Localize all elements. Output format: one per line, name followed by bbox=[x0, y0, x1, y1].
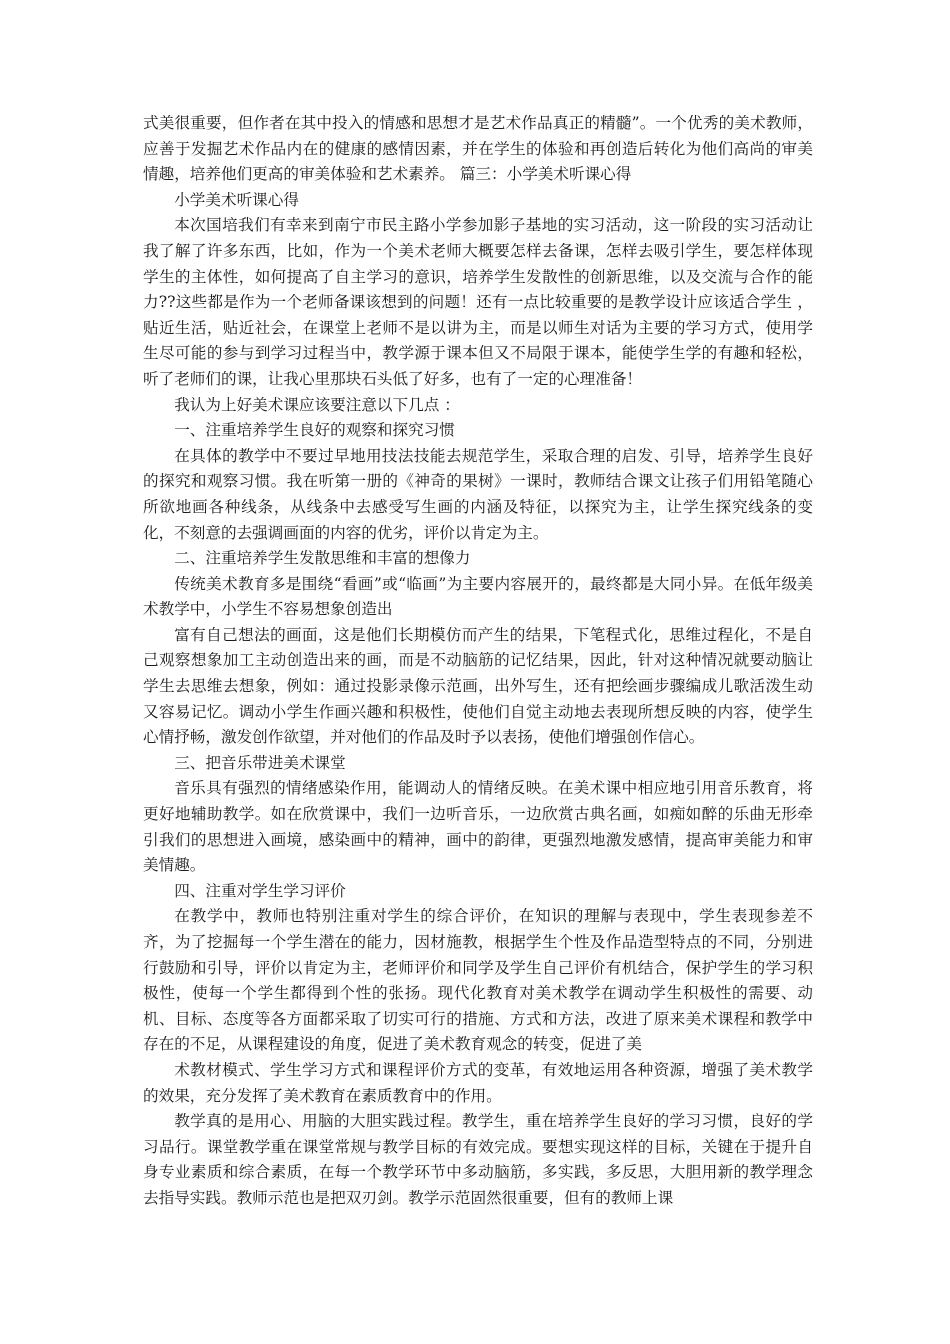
paragraph: 在具体的教学中不要过早地用技法技能去规范学生，采取合理的启发、引导，培养学生良好的探究和观察习惯。我在听第一册的《神奇的果树》一课时，教师结合课文让孩子们用铅笔随心所欲地画各种线条，从线条中去感受写生画的内涵及特征，以探究为主，让学生探究线条的变化，不刻意的去强调画面的内容的优劣，评价以肯定为主。 bbox=[143, 446, 813, 542]
section-heading: 二、注重培养学生发散思维和丰富的想像力 bbox=[174, 549, 471, 568]
paragraph: 在教学中，教师也特别注重对学生的综合评价，在知识的理解与表现中，学生表现参差不齐，为了挖掘每一个学生潜在的能力，因材施教，根据学生个性及作品造型特点的不同，分别进行鼓励和引导，评价以肯定为主，老师评价和同学及学生自己评价有机结合，保护学生的学习积极性，使每一个学生都得到个性的张扬。现代化教育对美术教学在调动学生积极性的需要、动机、目标、态度等各方面都采取了切实可行的措施、方式和方法，改进了原来美术课程和教学中存在的不足，从课程建设的角度，促进了美术教育观念的转变，促进了美 bbox=[143, 907, 813, 1054]
document-body bbox=[143, 111, 813, 1212]
paragraph: 术教材模式、学生学习方式和课程评价方式的变革，有效地运用各种资源，增强了美术教学的效果，充分发挥了美术教育在素质教育中的作用。 bbox=[143, 1060, 813, 1105]
paragraph: 教学真的是用心、用脑的大胆实践过程。教学生，重在培养学生良好的学习习惯，良好的学习品行。课堂教学重在课堂常规与教学目标的有效完成。要想实现这样的目标，关键在于提升自身专业素质和综合素质，在每一个教学环节中多动脑筋，多实践，多反思，大胆用新的教学理念去指导实践。教师示范也是把双刃剑。教学示范固然很重要，但有的教师上课 bbox=[143, 1112, 813, 1207]
paragraph: 富有自己想法的画面，这是他们长期模仿而产生的结果，下笔程式化，思维过程化，不是自己观察想象加工主动创造出来的画，而是不动脑筋的记忆结果，因此，针对这种情况就要动脑让学生去思维去想象，例如：通过投影录像示范画，出外写生，还有把绘画步骤编成儿歌活泼生动又容易记忆。调动小学生作画兴趣和积极性，使他们自觉主动地去表现所想反映的内容，使学生心情抒畅，激发创作欲望，并对他们的作品及时予以表扬，使他们增强创作信心。 bbox=[143, 625, 813, 747]
paragraph: 本次国培我们有幸来到南宁市民主路小学参加影子基地的实习活动，这一阶段的实习活动让我了解了许多东西，比如，作为一个美术老师大概要怎样去备课，怎样去吸引学生，要怎样体现学生的主体性，如何提高了自主学习的意识，培养学生发散性的创新思维，以及交流与合作的能力??这些都是作为一个老师备课该想到的问题！还有一点比较重要的是教学设计应该适合学生 ，贴近生活，贴近社会，在课堂上老师不是以讲为主，而是以师生对话为主要的学习方式，使用学生尽可能的参与到学习过程当中，教学源于课本但又不局限于课本，能使学生学的有趣和轻松，听了老师们的课，让我心里那块石头低了好多，也有了一定的心理准备！ bbox=[143, 216, 813, 388]
section-heading: 一、注重培养学生良好的观察和探究习惯 bbox=[174, 421, 455, 440]
section-heading: 三、把音乐带进美术课堂 bbox=[174, 753, 346, 772]
paragraph: 音乐具有强烈的情绪感染作用，能调动人的情绪反映。在美术课中相应地引用音乐教育，将更好地辅助教学。如在欣赏课中，我们一边听音乐，一边欣赏古典名画，如痴如醉的乐曲无形牵引我们的思想进入画境，感染画中的精神，画中的韵律，更强烈地激发感情，提高审美能力和审美情趣。 bbox=[143, 779, 813, 875]
section-heading: 四、注重对学生学习评价 bbox=[174, 881, 346, 900]
paragraph: 式美很重要，但作者在其中投入的情感和思想才是艺术作品真正的精髓”。一个优秀的美术教师，应善于发掘艺术作品内在的健康的感情因素，并在学生的体验和再创造后转化为他们高尚的审美情趣，培养他们更高的审美体验和艺术素养。 篇三：小学美术听课心得 bbox=[143, 114, 813, 184]
paragraph: 我认为上好美术课应该要注意以下几点 ： bbox=[174, 395, 460, 414]
section-title: 小学美术听课心得 bbox=[174, 190, 299, 209]
paragraph: 传统美术教育多是围绕“看画”或“临画”为主要内容展开的，最终都是大同小异。在低年级美术教学中，小学生不容易想象创造出 bbox=[143, 574, 813, 619]
